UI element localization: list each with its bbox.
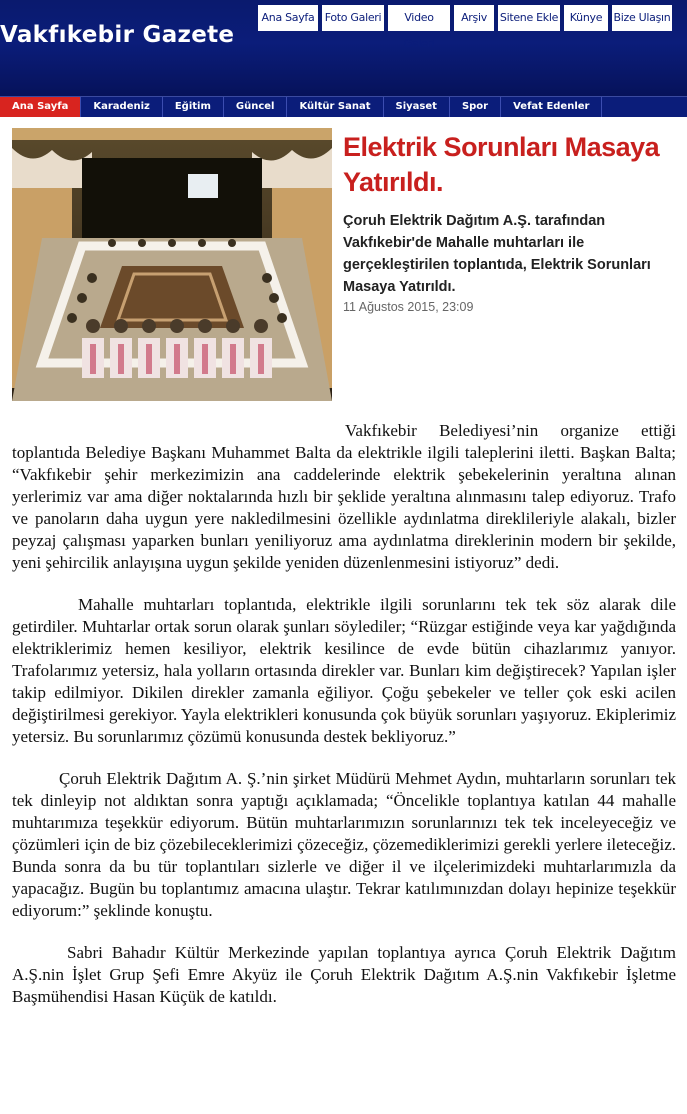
article-title: Elektrik Sorunları Masaya Yatırıldı.	[343, 132, 660, 197]
site-logo[interactable]: Vakfıkebir Gazete	[0, 22, 235, 48]
category-current[interactable]: Güncel	[224, 97, 288, 117]
category-navigation	[0, 96, 687, 117]
category-karadeniz[interactable]: Karadeniz	[81, 97, 162, 117]
category-home[interactable]: Ana Sayfa	[0, 97, 81, 117]
article-summary: Çoruh Elektrik Dağıtım A.Ş. tarafından Vakfıkebir'de Mahalle muhtarları ile gerçekleştirilen toplantıda, Elektrik Sorunları Masaya Yatırıldı.	[343, 213, 651, 295]
meeting-hall-image	[12, 128, 332, 401]
top-nav-video-gallery[interactable]: Video Galeri	[388, 5, 450, 31]
top-navigation	[258, 5, 672, 50]
category-education[interactable]: Eğitim	[163, 97, 224, 117]
top-nav-contact[interactable]: Bize Ulaşın	[612, 5, 672, 31]
category-obituaries[interactable]: Vefat Edenler	[501, 97, 602, 117]
article-paragraph: Mahalle muhtarları toplantıda, elektrikle ilgili sorunlarını tek tek söz alarak dile getirdiler. Muhtarlar ortak sorun olarak şunları söylediler; “Rüzgar estiğinde veya kar yağdığında elektriklerimiz hemen kesiliyor, elektrik kesilince de evde bütün cihazlarımız yanıyor. Trafolarımız yetersiz, hala yolların ortasında direkler var. Bunları kim değiştirecek? Yapılan işler takip edilmiyor. Dikilen direkler zamanla eğiliyor. Çoğu şebekeler ve teller çok eski acilen değiştirilmesi gerekiyor. Yayla elektrikleri konusunda çok büyük sorunları yaşıyoruz. Ekiplerimiz yetersiz. Bu sorunlarımız çözümü konusunda destek bekliyoruz.”	[12, 595, 676, 746]
article-body	[12, 420, 676, 1028]
site-header	[0, 0, 687, 96]
article-paragraph: Çoruh Elektrik Dağıtım A. Ş.’nin şirket Müdürü Mehmet Aydın, muhtarların sorunları tek tek dinleyip not aldıktan sonra yaptığı açıklamada; “Öncelikle toplantıya katılan 44 mahalle muhtarımıza teşekkür ediyorum. Bütün muhtarlarımızın sorunlarınızı tek tek inceleyeceğiz ve çözümleri için de biz çözebileceklerimizi çözeceğiz, çözemediklerimizi gerekli yerlere ileteceğiz. Bunda sonra da bu tür toplantıları sizlerle ve diğer il ve ilçelerimizdeki muhtarlarımızla da yapacağız. Bugün bu toplantımız amacına ulaştır. Tekrar katılımınızdan dolayı hepinize teşekkür ediyorum:” şeklinde konuştu.	[12, 769, 676, 920]
category-sports[interactable]: Spor	[450, 97, 501, 117]
top-nav-home[interactable]: Ana Sayfa	[258, 5, 318, 31]
article-photo	[12, 128, 332, 401]
top-nav-imprint[interactable]: Künye	[564, 5, 608, 31]
top-nav-photo-gallery[interactable]: Foto Galeri	[322, 5, 384, 31]
category-politics[interactable]: Siyaset	[384, 97, 450, 117]
category-culture-art[interactable]: Kültür Sanat	[287, 97, 383, 117]
top-nav-archive[interactable]: Arşiv	[454, 5, 494, 31]
top-nav-add-to-site[interactable]: Sitene Ekle	[498, 5, 560, 31]
article-paragraph: Vakfıkebir Belediyesi’nin organize ettiği toplantıda Belediye Başkanı Muhammet Balta da elektrikle ilgili taleplerini iletti. Başkan Balta; “Vakfıkebir şehir merkezimizin ana caddelerinde elektrik şebekelerinin yeraltına alınan yerlerimiz var ama diğer noktalarında hızlı bir şeklide yeraltına alınmasını talep ediyoruz. Trafo ve panoların daha uygun yere nakledilmesini özellikle aydınlatma direklileriyle alakalı, bizler peyzaj çalışması yaparken bunları yeniliyoruz ama aydınlatma direklerinin modern bir şekilde, yeni şehircilik anlayışına uygun şekilde yeniden düzenlenmesini istiyoruz” dedi.	[12, 421, 676, 572]
article-date: 11 Ağustos 2015, 23:09	[343, 300, 474, 314]
article-paragraph: Sabri Bahadır Kültür Merkezinde yapılan toplantıya ayrıca Çoruh Elektrik Dağıtım A.Ş.nin İşlet Grup Şefi Emre Akyüz ile Çoruh Elektrik Dağıtım A.Ş.nin Vakfıkebir İşletme Başmühendisi Hasan Küçük de katıldı.	[12, 943, 676, 1006]
